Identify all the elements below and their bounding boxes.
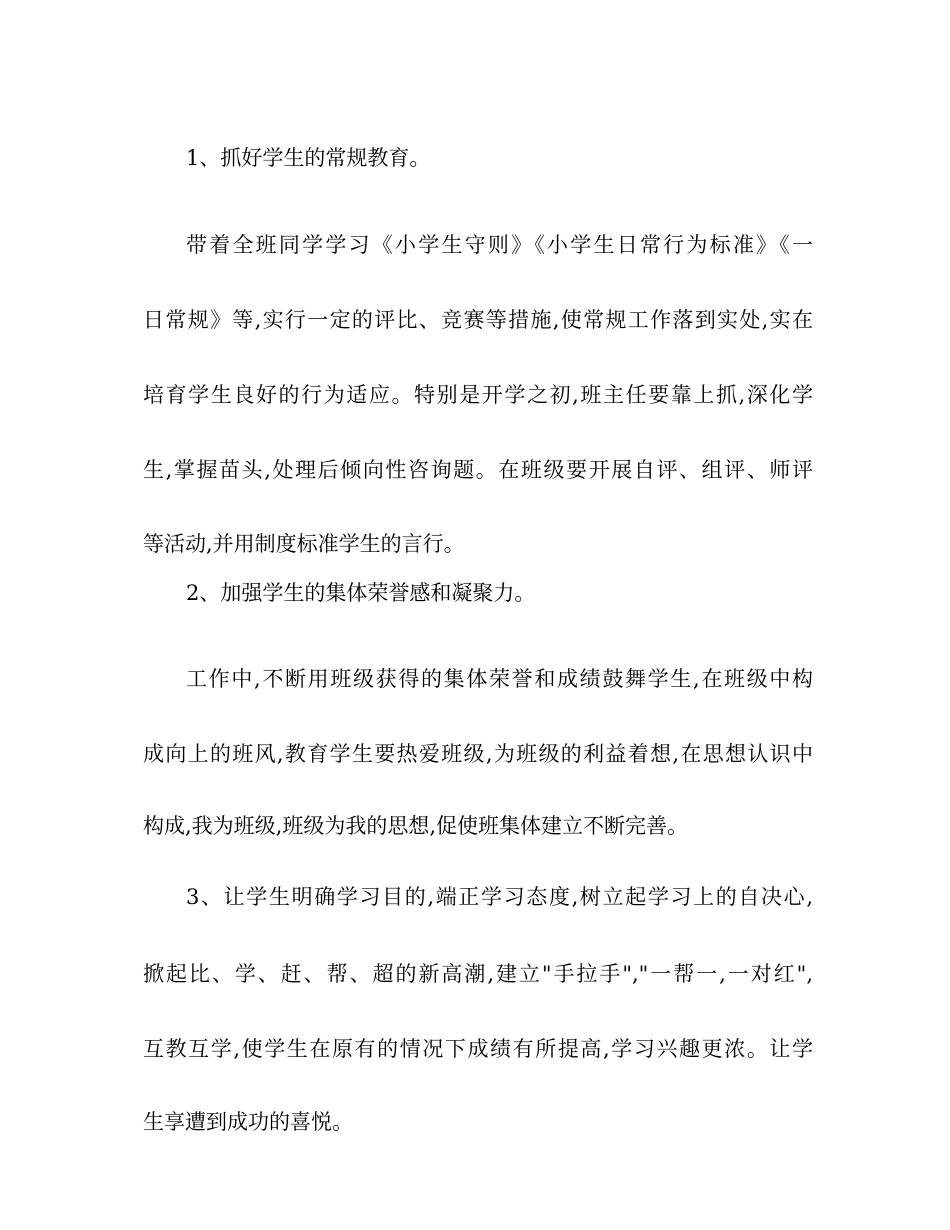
paragraph-3-line-4: 生享遭到成功的喜悦。 [143, 1110, 353, 1134]
paragraph-2-line-3: 构成,我为班级,班级为我的思想,促使班集体建立不断完善。 [143, 814, 689, 838]
paragraph-1-line-2: 日常规》等,实行一定的评比、竞赛等措施,使常规工作落到实处,实在 [143, 308, 813, 332]
paragraph-1-line-3: 培育学生良好的行为适应。特别是开学之初,班主任要靠上抓,深化学 [143, 383, 813, 407]
paragraph-1-line-1: 带着全班同学学习《小学生守则》《小学生日常行为标准》《一 [186, 233, 813, 257]
paragraph-2-line-2: 成向上的班风,教育学生要热爱班级,为班级的利益着想,在思想认识中 [143, 742, 813, 766]
heading-1: 1、抓好学生的常规教育。 [186, 146, 431, 170]
paragraph-3-line-1: 3、让学生明确学习目的,端正学习态度,树立起学习上的自决心, [186, 885, 813, 909]
paragraph-1-line-4: 生,掌握苗头,处理后倾向性咨询题。在班级要开展自评、组评、师评 [143, 458, 813, 482]
paragraph-3-line-3: 互教互学,使学生在原有的情况下成绩有所提高,学习兴趣更浓。让学 [143, 1037, 813, 1061]
paragraph-1-line-5: 等活动,并用制度标准学生的言行。 [143, 532, 465, 556]
paragraph-3-line-2: 掀起比、学、赶、帮、超的新高潮,建立"手拉手","一帮一,一对红", [143, 962, 813, 986]
paragraph-2-line-1: 工作中,不断用班级获得的集体荣誉和成绩鼓舞学生,在班级中构 [186, 667, 813, 691]
heading-2: 2、加强学生的集体荣誉感和凝聚力。 [186, 581, 536, 605]
